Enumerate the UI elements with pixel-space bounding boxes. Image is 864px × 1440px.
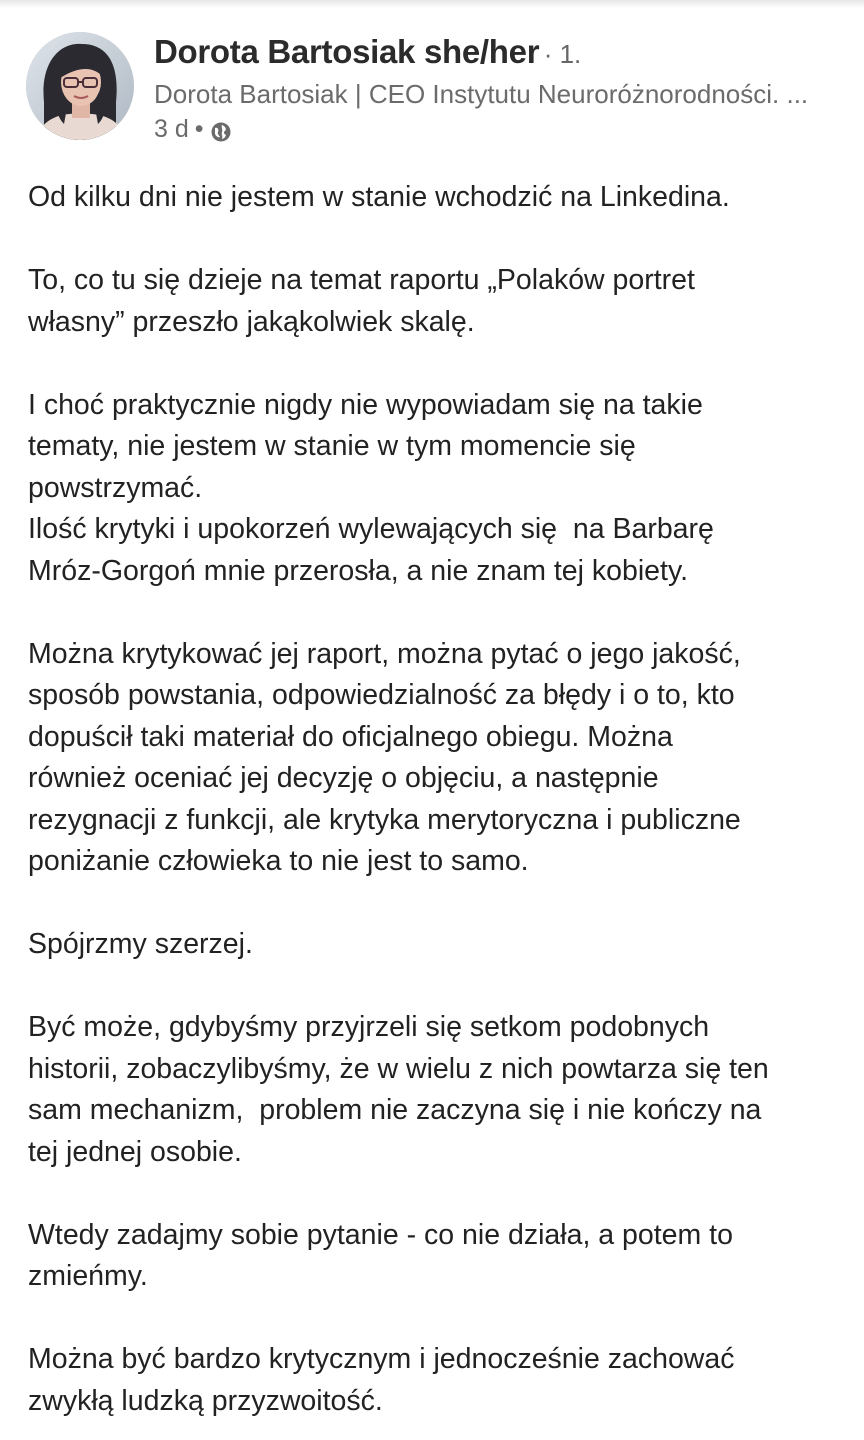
post-paragraph: Być może, gdybyśmy przyjrzeli się setkom podobnych historii, zobaczylibyśmy, że w wielu z nich powtarza się ten sam mechanizm, problem nie zaczyna się i nie kończy na tej jednej osobie. bbox=[28, 1011, 769, 1168]
author-headline: Dorota Bartosiak | CEO Instytutu Neuroróżnorodności. ... bbox=[154, 79, 809, 109]
author-name-row bbox=[154, 30, 844, 74]
avatar[interactable] bbox=[26, 32, 134, 140]
post-paragraph: I choć praktycznie nigdy nie wypowiadam się na takie tematy, nie jestem w stanie w tym momencie się powstrzymać. Ilość krytyki i upokorzeń wylewających się na Barbarę Mróz-Gorgoń mnie przerosła, a nie znam tej kobiety. bbox=[28, 388, 714, 587]
post-paragraph: To, co tu się dzieje na temat raportu „Polaków portret własny” przeszło jakąkolwiek skalę. bbox=[28, 264, 695, 338]
author-name[interactable]: Dorota Bartosiak she/her bbox=[154, 33, 540, 70]
author-info bbox=[154, 30, 844, 146]
top-shadow bbox=[0, 0, 864, 8]
meta-separator: • bbox=[194, 115, 204, 143]
connection-degree: · 1. bbox=[543, 39, 582, 69]
post-body bbox=[28, 177, 848, 1422]
post-paragraph: Spójrzmy szerzej. bbox=[28, 928, 253, 960]
post-paragraph: Można krytykować jej raport, można pytać o jego jakość, sposób powstania, odpowiedzialność za błędy i o to, kto dopuścił taki materiał do oficjalnego obiegu. Można również oceniać jej decyzję o objęciu, a następnie rezygnacji z funkcji, ale krytyka merytoryczna i publiczne poniżanie człowieka to nie jest to samo. bbox=[28, 637, 741, 877]
post-time: 3 d bbox=[154, 115, 189, 143]
post-paragraph: Można być bardzo krytycznym i jednocześnie zachować zwykłą ludzką przyzwoitość. bbox=[28, 1343, 735, 1417]
post-paragraph: Od kilku dni nie jestem w stanie wchodzić na Linkedina. bbox=[28, 181, 730, 213]
post-meta bbox=[154, 112, 844, 146]
avatar-image bbox=[26, 32, 134, 140]
post-paragraph: Wtedy zadajmy sobie pytanie - co nie działa, a potem to zmieńmy. bbox=[28, 1218, 733, 1292]
globe-icon bbox=[210, 118, 232, 140]
post-header bbox=[26, 30, 846, 148]
